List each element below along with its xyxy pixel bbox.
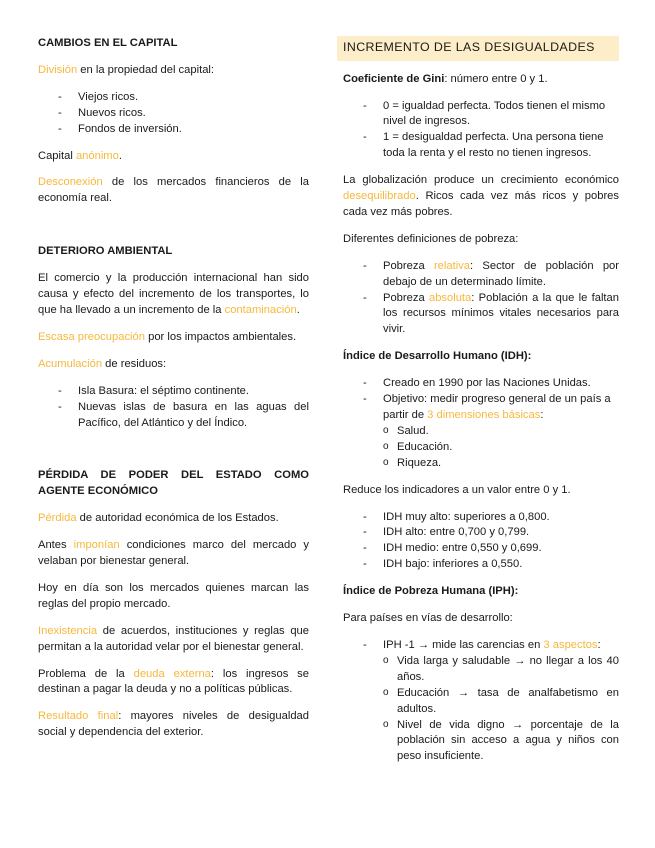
highlight-desconexion: Desconexión <box>38 176 103 189</box>
list-item: - Pobreza absoluta: Población a la que le faltan los recursos mínimos vitales necesarios para vivir. <box>343 291 619 339</box>
list-item: - Creado en 1990 por las Naciones Unidas. <box>343 376 619 392</box>
paragraph-hoy: Hoy en día son los mercados quienes marcan las reglas del propio mercado. <box>38 581 309 610</box>
paragraph-perdida: Pérdida de autoridad económica de los Estados. <box>38 512 279 525</box>
list-idh <box>343 376 619 471</box>
list-gini <box>343 99 619 163</box>
list-item: o Educación → tasa de analfabetismo en adultos. <box>383 686 619 718</box>
paragraph-inexistencia: Inexistencia de acuerdos, instituciones y reglas que permitan a la autoridad velar por el bienestar general. <box>38 624 309 653</box>
list-item: - Nuevos ricos. <box>38 106 309 122</box>
list-residuos <box>38 384 309 432</box>
right-column <box>343 36 619 776</box>
paragraph-capital-anonimo: Capital anónimo. <box>38 149 122 162</box>
paragraph-deuda: Problema de la deuda externa: los ingresos se destinan a pagar la deuda y no a políticas públicas. <box>38 667 309 696</box>
list-idh-levels <box>343 510 619 574</box>
list-item: o Vida larga y saludable → no llegar a los 40 años. <box>383 654 619 686</box>
highlight-perdida: Pérdida <box>38 512 77 525</box>
paragraph-globalizacion: La globalización produce un crecimiento económico desequilibrado. Ricos cada vez más ricos y pobres cada vez más pobres. <box>343 174 619 218</box>
highlight-absoluta: absoluta <box>428 291 472 304</box>
heading-iph: Índice de Pobreza Humana (IPH): <box>343 585 519 598</box>
term-gini: Coeficiente de Gini <box>343 72 445 85</box>
list-item: - IDH medio: entre 0,550 y 0,699. <box>343 541 619 557</box>
section-heading-ambiental: DETERIORO AMBIENTAL <box>38 245 173 258</box>
paragraph-preocupacion: Escasa preocupación por los impactos ambientales. <box>38 330 297 343</box>
list-item: o Riqueza. <box>383 456 619 472</box>
section-heading-capital: CAMBIOS EN EL CAPITAL <box>38 37 178 49</box>
paragraph-comercio: El comercio y la producción internacional han sido causa y efecto del incremento de los transportes, lo que ha llevado a un incremento de la contaminación. <box>38 272 309 316</box>
highlight-aspectos: 3 aspectos <box>543 638 598 651</box>
paragraph-gini: Coeficiente de Gini: número entre 0 y 1. <box>343 72 548 85</box>
list-item: - IDH bajo: inferiores a 0,550. <box>343 557 619 573</box>
list-item: o Nivel de vida digno → porcentaje de la población sin acceso a agua y niños con peso insuficiente. <box>383 718 619 766</box>
highlight-inexistencia: Inexistencia <box>38 624 98 637</box>
left-column <box>38 36 309 752</box>
highlight-imponian: imponían <box>73 539 120 552</box>
paragraph-desconexion: Desconexión de los mercados financieros de la economía real. <box>38 176 309 205</box>
list-item: - 1 = desigualdad perfecta. Una persona tiene toda la renta y el resto no tienen ingresos. <box>343 130 619 162</box>
paragraph-pobreza-intro: Diferentes definiciones de pobreza: <box>343 232 519 245</box>
list-item: - Fondos de inversión. <box>38 122 309 138</box>
section-banner-desigualdades: INCREMENTO DE LAS DESIGUALDADES <box>337 36 619 61</box>
list-item: - Nuevas islas de basura en las aguas del Pacífico, del Atlántico y del Índico. <box>38 400 309 432</box>
paragraph-antes: Antes imponían condiciones marco del mercado y velaban por bienestar general. <box>38 539 309 568</box>
highlight-desequilibrado: desequilibrado <box>343 190 416 203</box>
list-item: - Pobreza relativa: Sector de población por debajo de un determinado límite. <box>343 259 619 291</box>
list-item: - Viejos ricos. <box>38 90 309 106</box>
list-item: - Isla Basura: el séptimo continente. <box>38 384 309 400</box>
highlight-dimensiones: 3 dimensiones básicas <box>427 409 541 422</box>
list-pobreza <box>343 259 619 339</box>
section-heading-estado: PÉRDIDA DE PODER DEL ESTADO COMO AGENTE ECONÓMICO <box>38 469 309 498</box>
highlight-acumulacion: Acumulación <box>38 357 103 370</box>
highlight-escasa-preocupacion: Escasa preocupación <box>38 330 145 343</box>
paragraph-reduce: Reduce los indicadores a un valor entre 0 y 1. <box>343 483 571 496</box>
list-capital-owners <box>38 90 309 138</box>
highlight-resultado-final: Resultado final <box>38 710 119 723</box>
list-item: - IPH -1 → mide las carencias en 3 aspectos: o Vida larga y saludable → no llegar a los 40 años. o Educación → tasa de analfabetismo en adultos. o Nivel de vida digno → porcentaje de la población sin acceso a agua y niños con peso insuficiente. <box>343 638 619 765</box>
paragraph-resultado: Resultado final: mayores niveles de desigualdad social y dependencia del exterior. <box>38 710 309 739</box>
list-item: - Objetivo: medir progreso general de un país a partir de 3 dimensiones básicas: o Salud. o Educación. o Riqueza. <box>343 392 619 472</box>
paragraph-iph-intro: Para países en vías de desarrollo: <box>343 612 513 625</box>
list-item: - IDH muy alto: superiores a 0,800. <box>343 510 619 526</box>
highlight-anonimo: anónimo <box>75 149 119 162</box>
paragraph-acumulacion: Acumulación de residuos: <box>38 357 167 370</box>
highlight-division: División <box>38 63 78 76</box>
heading-idh: Índice de Desarrollo Humano (IDH): <box>343 350 532 363</box>
list-iph <box>343 638 619 765</box>
highlight-contaminacion: contaminación <box>224 303 297 316</box>
highlight-relativa: relativa <box>433 259 471 272</box>
list-item: - IDH alto: entre 0,700 y 0,799. <box>343 525 619 541</box>
list-item: o Salud. <box>383 424 619 440</box>
highlight-deuda-externa: deuda externa <box>133 667 211 680</box>
list-item: o Educación. <box>383 440 619 456</box>
list-item: - 0 = igualdad perfecta. Todos tienen el mismo nivel de ingresos. <box>343 99 619 131</box>
paragraph-division: División en la propiedad del capital: <box>38 63 215 76</box>
list-aspectos <box>383 654 619 765</box>
list-dimensiones <box>383 424 619 472</box>
